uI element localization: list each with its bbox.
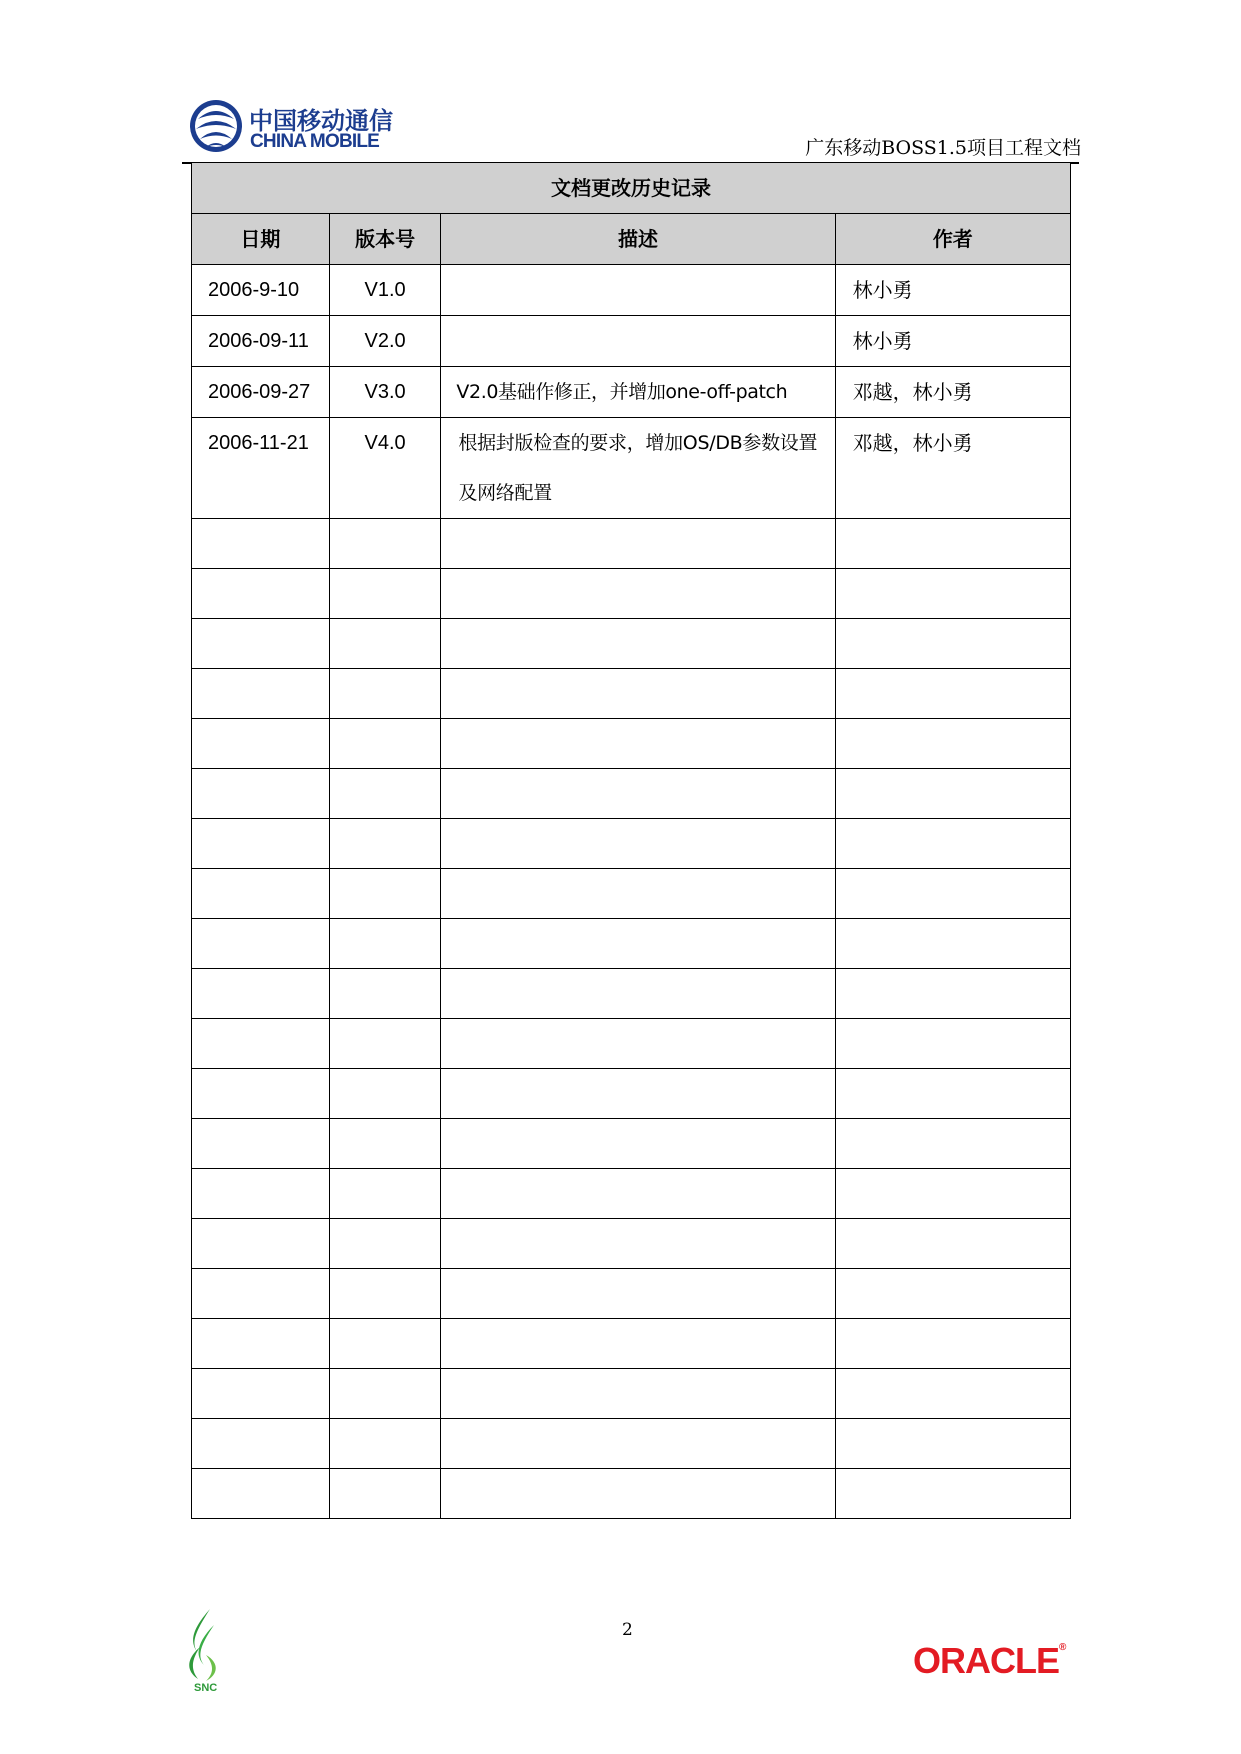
table-row [192,265,1071,316]
table-row-empty [192,769,1071,819]
cell-description [441,1219,835,1269]
table-row-empty [192,1319,1071,1369]
cell-author [835,1319,1070,1369]
table-row-empty [192,1119,1071,1169]
cell-description [441,769,835,819]
cell-version [329,819,441,869]
cell-author [835,1069,1070,1119]
cell-version [329,569,441,619]
cell-date: 2006-11-21 [192,418,330,519]
cell-date [192,1169,330,1219]
cell-version [329,1419,441,1469]
cell-date [192,1069,330,1119]
cell-date [192,1269,330,1319]
cell-author [835,1219,1070,1269]
cell-version: V1.0 [329,265,441,316]
table-title-row [192,163,1071,214]
cell-version [329,919,441,969]
cell-author [835,1369,1070,1419]
cell-version [329,1319,441,1369]
cell-version [329,719,441,769]
cell-version [329,1169,441,1219]
cell-author [835,819,1070,869]
cell-date [192,519,330,569]
cell-version: V2.0 [329,316,441,367]
cell-description [441,1119,835,1169]
cell-description [441,1019,835,1069]
cell-date [192,569,330,619]
cell-description: 根据封版检查的要求，增加OS/DB参数设置及网络配置 [441,418,835,519]
cell-description [441,265,835,316]
cell-description [441,1369,835,1419]
cell-date [192,1019,330,1069]
cell-version [329,1469,441,1519]
cell-description [441,1169,835,1219]
cell-author [835,1019,1070,1069]
cell-date [192,969,330,1019]
cell-author [835,919,1070,969]
table-row-empty [192,1419,1071,1469]
snc-logo-icon [176,1607,236,1693]
table-row [192,367,1071,418]
cell-version [329,969,441,1019]
cell-date [192,669,330,719]
table-row-empty [192,519,1071,569]
cell-author [835,719,1070,769]
column-header-date: 日期 [192,214,330,265]
oracle-logo [913,1640,1066,1682]
cell-version [329,1069,441,1119]
table-row-empty [192,1219,1071,1269]
cell-version [329,619,441,669]
table-row-empty [192,569,1071,619]
cell-version [329,869,441,919]
cell-version [329,1219,441,1269]
cell-date [192,1419,330,1469]
cell-date [192,719,330,769]
cell-date: 2006-09-11 [192,316,330,367]
table-row-empty [192,1169,1071,1219]
cell-description [441,569,835,619]
table-row-empty [192,669,1071,719]
page-number: 2 [622,1620,633,1640]
column-header-version: 版本号 [329,214,441,265]
china-mobile-emblem-icon [188,95,244,157]
oracle-registered-mark: ® [1059,1642,1067,1653]
cell-author [835,1419,1070,1469]
cell-author: 邓越，林小勇 [835,367,1070,418]
table-row-empty [192,919,1071,969]
cell-description [441,1319,835,1369]
table-row-empty [192,1269,1071,1319]
cell-version: V4.0 [329,418,441,519]
cell-date [192,819,330,869]
snc-logo-text: SNC [194,1682,218,1693]
table-row-empty [192,619,1071,669]
cell-date [192,1469,330,1519]
cell-version: V3.0 [329,367,441,418]
cell-author: 邓越，林小勇 [835,418,1070,519]
cell-author: 林小勇 [835,265,1070,316]
cell-description [441,316,835,367]
cell-date [192,769,330,819]
cell-date [192,1219,330,1269]
cell-version [329,1119,441,1169]
cell-description [441,1269,835,1319]
logo-english-text: CHINA MOBILE [250,131,380,152]
table-row-empty [192,1369,1071,1419]
cell-description [441,719,835,769]
table-row-empty [192,819,1071,869]
cell-author [835,869,1070,919]
table-row [192,316,1071,367]
table-row-empty [192,969,1071,1019]
cell-version [329,519,441,569]
change-history-table [191,162,1071,1519]
cell-author [835,1119,1070,1169]
cell-date [192,1119,330,1169]
cell-author [835,769,1070,819]
oracle-logo-text: ORACLE [913,1640,1059,1681]
cell-version [329,769,441,819]
cell-description [441,519,835,569]
cell-description [441,669,835,719]
cell-description [441,919,835,969]
cell-description [441,1069,835,1119]
cell-date [192,619,330,669]
cell-date [192,919,330,969]
cell-author [835,969,1070,1019]
cell-description [441,1419,835,1469]
cell-author [835,669,1070,719]
table-row-empty [192,869,1071,919]
cell-author: 林小勇 [835,316,1070,367]
cell-author [835,1169,1070,1219]
document-title: 广东移动BOSS1.5项目工程文档 [805,137,1081,159]
cell-description: V2.0基础作修正，并增加one-off-patch [441,367,835,418]
cell-description [441,869,835,919]
cell-version [329,669,441,719]
cell-author [835,1469,1070,1519]
cell-date: 2006-9-10 [192,265,330,316]
cell-description [441,819,835,869]
cell-version [329,1019,441,1069]
logo-chinese-text: 中国移动通信 [249,107,393,135]
table-row-empty [192,719,1071,769]
cell-date [192,869,330,919]
cell-version [329,1369,441,1419]
table-title: 文档更改历史记录 [192,163,1071,214]
cell-author [835,519,1070,569]
cell-author [835,569,1070,619]
column-header-description: 描述 [441,214,835,265]
cell-description [441,969,835,1019]
cell-author [835,619,1070,669]
cell-date: 2006-09-27 [192,367,330,418]
column-header-author: 作者 [835,214,1070,265]
cell-date [192,1319,330,1369]
cell-author [835,1269,1070,1319]
cell-description [441,1469,835,1519]
cell-description [441,619,835,669]
cell-version [329,1269,441,1319]
china-mobile-logo [188,95,393,161]
table-header-row [192,214,1071,265]
table-row [192,418,1071,519]
table-row-empty [192,1019,1071,1069]
cell-date [192,1369,330,1419]
table-row-empty [192,1469,1071,1519]
table-row-empty [192,1069,1071,1119]
